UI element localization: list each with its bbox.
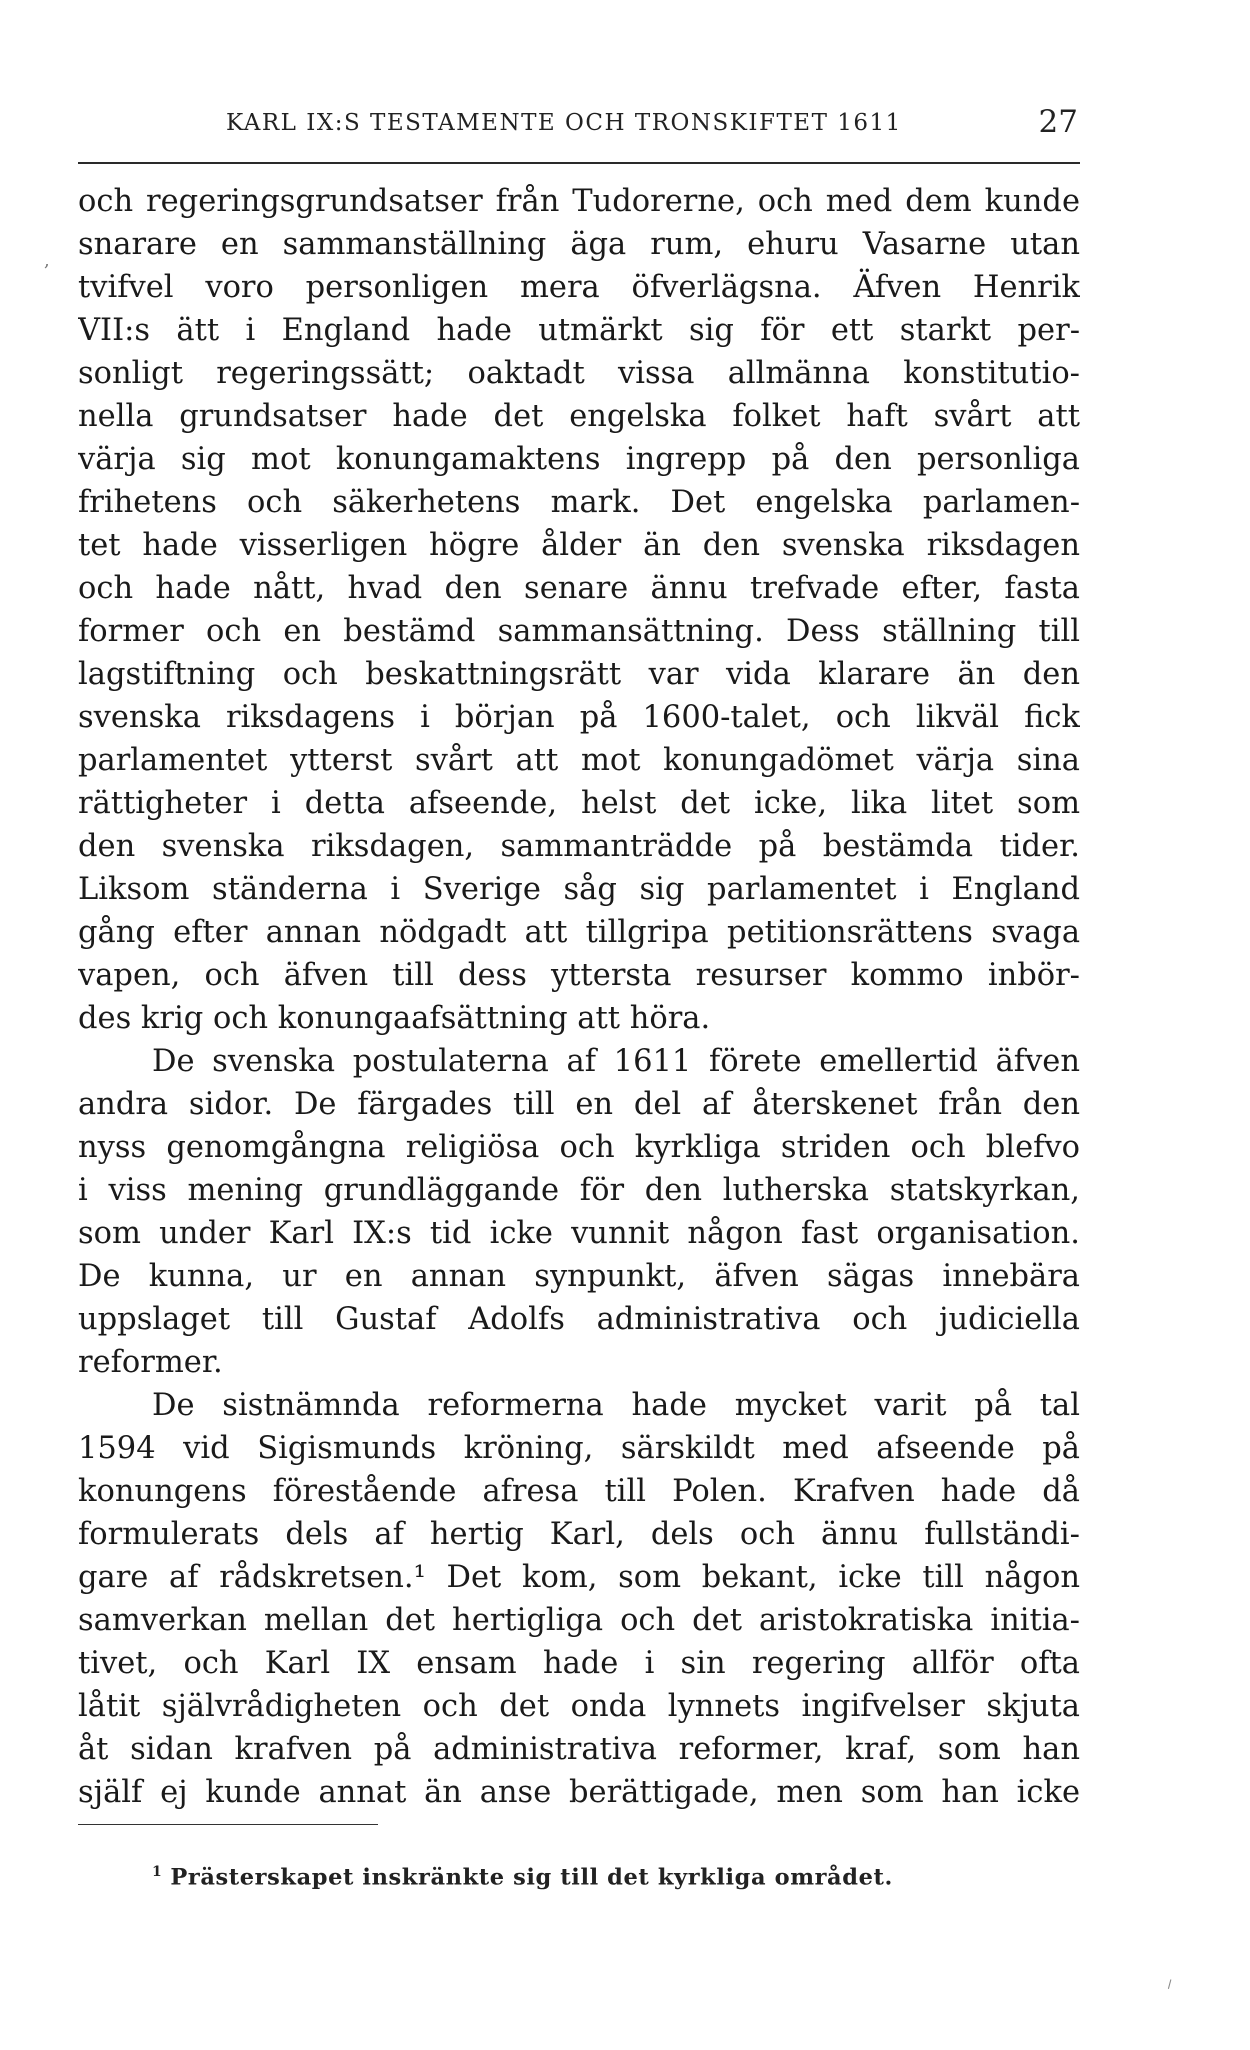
text-line: konungens förestående afresa till Polen. Krafven hade då — [78, 1474, 1080, 1509]
text-line: andra sidor. De färgades till en del af återskenet från den — [78, 1087, 1080, 1122]
text-line: och regeringsgrundsatser från Tudorerne, och med dem kunde — [78, 184, 1080, 219]
text-line: De kunna, ur en annan synpunkt, äfven sägas innebära — [78, 1259, 1080, 1294]
scan-mark: ⸝ — [1156, 1967, 1178, 1993]
text-line: gång efter annan nödgadt att tillgripa petitionsrättens svaga — [78, 915, 1080, 950]
text-line: rättigheter i detta afseende, helst det icke, lika litet som — [78, 786, 1080, 821]
paragraph-end-line: reformer. — [78, 1345, 223, 1380]
text-line: tivet, och Karl IX ensam hade i sin regering allför ofta — [78, 1646, 1080, 1681]
text-line: åt sidan krafven på administrativa reformer, kraf, som han — [78, 1732, 1080, 1767]
running-header — [78, 104, 1078, 148]
body-text — [78, 180, 1080, 1814]
footnote-text: Prästerskapet inskränkte sig till det kyrkliga området. — [170, 1864, 893, 1891]
text-line: själf ej kunde annat än anse berättigade, men som han icke — [78, 1775, 1080, 1810]
text-line: frihetens och säkerhetens mark. Det engelska parlamen- — [78, 485, 1080, 520]
text-line: Liksom ständerna i Sverige såg sig parlamentet i England — [78, 872, 1080, 907]
text-line: svenska riksdagens i början på 1600-talet, och likväl fick — [78, 700, 1080, 735]
text-line: sonligt regeringssätt; oaktadt vissa allmänna konstitutio- — [78, 356, 1080, 391]
text-line: vapen, och äfven till dess yttersta resurser kommo inbör- — [78, 958, 1080, 993]
text-line: gare af rådskretsen.¹ Det kom, som bekant, icke till någon — [78, 1560, 1080, 1595]
footnote-marker: 1 — [152, 1864, 163, 1880]
text-line: former och en bestämd sammansättning. Dess ställning till — [78, 614, 1080, 649]
margin-speck: , — [44, 250, 50, 271]
text-line: värja sig mot konungamaktens ingrepp på den personliga — [78, 442, 1080, 477]
text-line: den svenska riksdagen, sammanträdde på bestämda tider. — [78, 829, 1080, 864]
text-line: samverkan mellan det hertigliga och det aristokratiska initia- — [78, 1603, 1080, 1638]
text-line: parlamentet ytterst svårt att mot konungadömet värja sina — [78, 743, 1080, 778]
text-line: och hade nått, hvad den senare ännu trefvade efter, fasta — [78, 571, 1080, 606]
text-line: tet hade visserligen högre ålder än den svenska riksdagen — [78, 528, 1080, 563]
text-line: VII:s ätt i England hade utmärkt sig för ett starkt per- — [78, 313, 1080, 348]
text-line: nella grundsatser hade det engelska folket haft svårt att — [78, 399, 1080, 434]
text-line: formulerats dels af hertig Karl, dels och ännu fullständi- — [78, 1517, 1080, 1552]
running-title: KARL IX:S TESTAMENTE OCH TRONSKIFTET 1611 — [226, 110, 902, 136]
text-line: lagstiftning och beskattningsrätt var vida klarare än den — [78, 657, 1080, 692]
text-line: som under Karl IX:s tid icke vunnit någon fast organisation. — [78, 1216, 1080, 1251]
footnote — [152, 1864, 893, 1891]
text-line: uppslaget till Gustaf Adolfs administrativa och judiciella — [78, 1302, 1080, 1337]
text-line: 1594 vid Sigismunds kröning, särskildt med afseende på — [78, 1431, 1080, 1466]
header-rule — [78, 162, 1080, 164]
paragraph-start-line: De svenska postulaterna af 1611 förete emellertid äfven — [152, 1044, 1080, 1079]
page-number: 27 — [1038, 104, 1078, 140]
paragraph-end-line: des krig och konungaafsättning att höra. — [78, 1001, 711, 1036]
text-line: tvifvel voro personligen mera öfverlägsna. Äfven Henrik — [78, 270, 1080, 305]
footnote-rule — [78, 1824, 378, 1825]
text-line: nyss genomgångna religiösa och kyrkliga striden och blefvo — [78, 1130, 1080, 1165]
text-line: snarare en sammanställning äga rum, ehuru Vasarne utan — [78, 227, 1080, 262]
text-line: i viss mening grundläggande för den lutherska statskyrkan, — [78, 1173, 1080, 1208]
text-line: låtit självrådigheten och det onda lynnets ingifvelser skjuta — [78, 1689, 1080, 1724]
paragraph-start-line: De sistnämnda reformerna hade mycket varit på tal — [152, 1388, 1080, 1423]
